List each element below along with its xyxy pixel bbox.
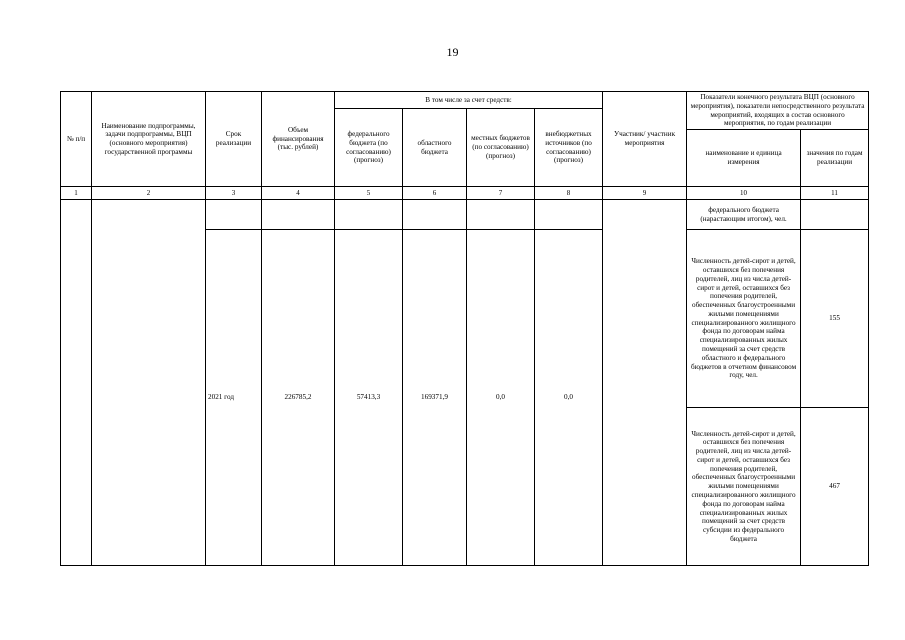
cell-participant [603, 200, 687, 566]
column-number: 1 [61, 187, 92, 200]
header-period: Срок реализации [206, 92, 262, 187]
column-number: 11 [801, 187, 869, 200]
header-indicator-name: наименование и единица измерения [687, 130, 801, 187]
table-row-continuation [61, 200, 869, 230]
column-number-row [61, 187, 869, 200]
cell-federal [335, 200, 403, 230]
cell-local [467, 200, 535, 230]
cell-number [61, 200, 92, 566]
header-indicators-group: Показатели конечного результата ВЦП (основного мероприятия), показатели непосредственного результата мероприятий, входящих в состав основного мероприятия, по годам реализации [687, 92, 869, 130]
cell-regional [403, 200, 467, 230]
cell-value-2021-1: 155 [801, 230, 869, 408]
header-participant: Участник/ участник мероприятия [603, 92, 687, 187]
column-number: 9 [603, 187, 687, 200]
cell-local-2021: 0,0 [467, 230, 535, 566]
column-number: 2 [92, 187, 206, 200]
page-number: 19 [446, 45, 459, 59]
column-number: 10 [687, 187, 801, 200]
header-federal-budget: федерального бюджета (по согласованию) (прогноз) [335, 109, 403, 187]
column-number: 7 [467, 187, 535, 200]
cell-total [262, 200, 335, 230]
header-sources-group: В том числе за счет средств: [335, 92, 603, 109]
cell-regional-2021: 169371,9 [403, 230, 467, 566]
cell-total-2021: 226785,2 [262, 230, 335, 566]
cell-indicator-2021-1: Численность детей-сирот и детей, оставшихся без попечения родителей, лиц из числа детей-сирот и детей, оставшихся без попечения родителей, обеспеченных благоустроенными жилыми помещениями специализированного жилищного фонда по договорам найма специализированных жилых помещений за счет средств областного и федерального бюджетов в отчетном финансовом году, чел. [687, 230, 801, 408]
cell-value-continuation [801, 200, 869, 230]
column-number: 6 [403, 187, 467, 200]
column-number: 8 [535, 187, 603, 200]
program-table [60, 91, 869, 566]
cell-year-2021: 2021 год [206, 230, 262, 566]
column-number: 3 [206, 187, 262, 200]
cell-value-2021-2: 467 [801, 408, 869, 566]
header-program-name: Наименование подпрограммы, задачи подпрограммы, ВЦП (основного мероприятия) государственной программы [92, 92, 206, 187]
header-number: № п/п [61, 92, 92, 187]
column-number: 5 [335, 187, 403, 200]
cell-program-name [92, 200, 206, 566]
column-number: 4 [262, 187, 335, 200]
header-extrabudgetary: внебюджетных источников (по согласованию) (прогноз) [535, 109, 603, 187]
cell-indicator-continuation: федерального бюджета (нарастающим итогом), чел. [687, 200, 801, 230]
header-regional-budget: областного бюджета [403, 109, 467, 187]
cell-indicator-2021-2: Численность детей-сирот и детей, оставшихся без попечения родителей, лиц из числа детей-сирот и детей, оставшихся без попечения родителей, обеспеченных благоустроенными жилыми помещениями специализированного жилищного фонда по договорам найма специализированных жилых помещений за счет средств субсидии из федерального бюджета [687, 408, 801, 566]
cell-extra [535, 200, 603, 230]
header-indicator-values: значения по годам реализации [801, 130, 869, 187]
cell-period [206, 200, 262, 230]
header-funding-volume: Объем финансирования (тыс. рублей) [262, 92, 335, 187]
header-local-budgets: местных бюджетов (по согласованию) (прогноз) [467, 109, 535, 187]
cell-extra-2021: 0,0 [535, 230, 603, 566]
cell-federal-2021: 57413,3 [335, 230, 403, 566]
